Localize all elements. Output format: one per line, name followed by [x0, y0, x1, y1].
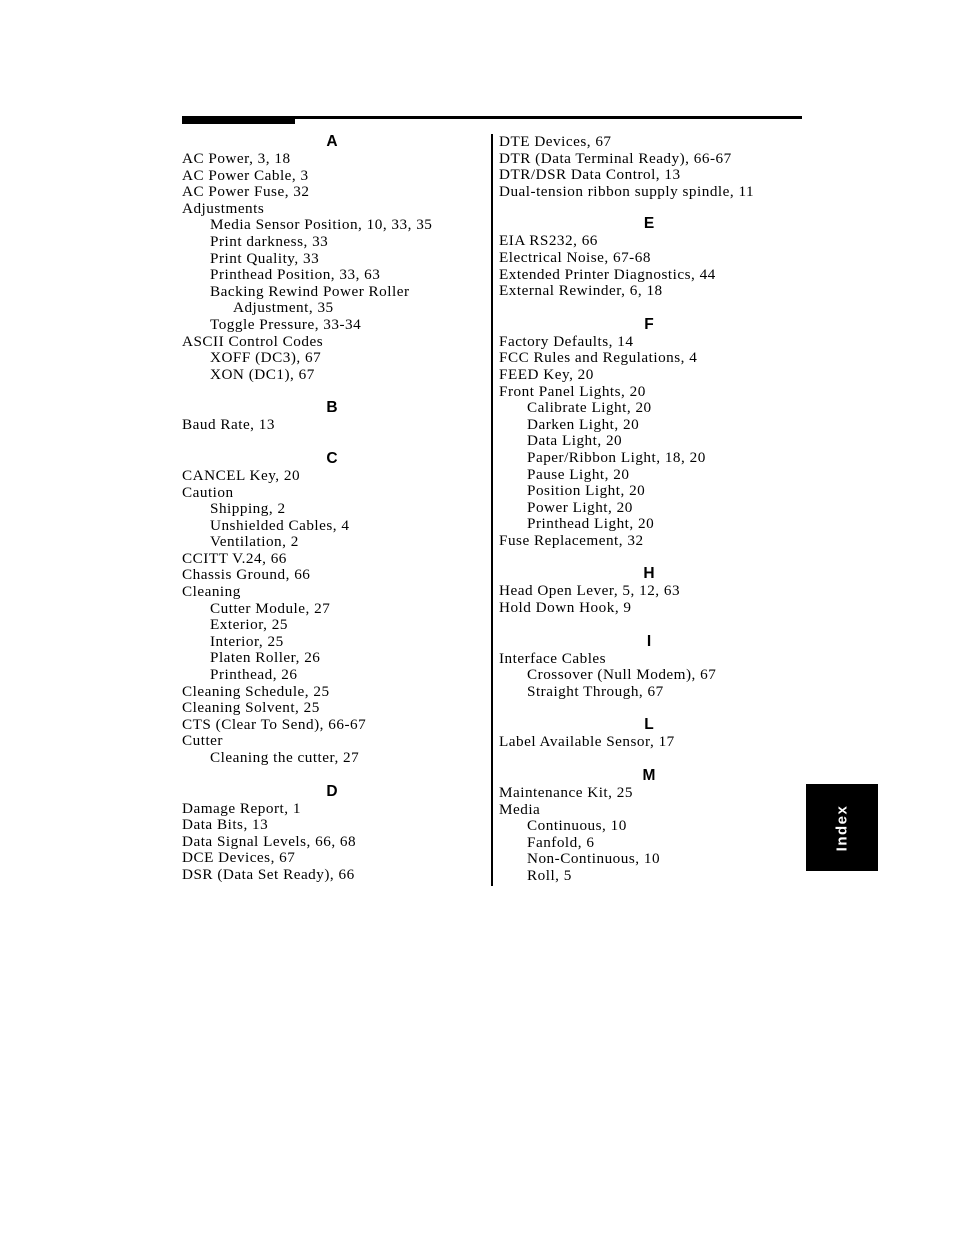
index-column-left — [182, 133, 482, 884]
index-section — [182, 783, 482, 884]
index-entry: Data Signal Levels, 66, 68 — [182, 832, 357, 850]
index-entry: Data Bits, 13 — [182, 816, 269, 834]
index-subentry: XOFF (DC3), 67 — [210, 349, 322, 367]
index-subentry: Print darkness, 33 — [210, 232, 329, 250]
index-subentry: Fanfold, 6 — [527, 833, 595, 851]
index-entry: CCITT V.24, 66 — [182, 549, 287, 567]
index-entry: Fuse Replacement, 32 — [499, 531, 644, 549]
index-subentry: Position Light, 20 — [527, 482, 646, 500]
header-rule-accent — [182, 116, 295, 124]
section-letter: D — [326, 782, 338, 800]
index-section — [182, 133, 482, 383]
index-section — [499, 215, 799, 299]
index-entry: DTE Devices, 67 — [499, 133, 612, 150]
index-entry: DCE Devices, 67 — [182, 849, 296, 867]
index-entry: EIA RS232, 66 — [499, 232, 598, 250]
index-entry: Front Panel Lights, 20 — [499, 382, 646, 400]
index-section — [499, 134, 799, 200]
section-letter: B — [326, 399, 338, 417]
index-entry: Maintenance Kit, 25 — [499, 784, 633, 802]
index-subentry: Interior, 25 — [210, 632, 284, 650]
index-subentry: Platen Roller, 26 — [210, 649, 321, 667]
index-subentry: Straight Through, 67 — [527, 682, 664, 700]
index-entry: Media — [499, 800, 541, 818]
index-subentry: Roll, 5 — [527, 867, 572, 884]
index-subentry: Cleaning the cutter, 27 — [210, 749, 360, 766]
index-section — [499, 633, 799, 701]
index-entry: Extended Printer Diagnostics, 44 — [499, 265, 716, 283]
index-subentry: Cutter Module, 27 — [210, 599, 331, 617]
index-entry: Cleaning — [182, 583, 241, 601]
index-subentry: Backing Rewind Power Roller — [210, 282, 410, 300]
index-entry: Interface Cables — [499, 649, 607, 667]
section-letter: A — [326, 133, 338, 150]
index-subentry: Ventilation, 2 — [210, 533, 299, 551]
section-letter: M — [642, 767, 656, 785]
index-entry: DTR (Data Terminal Ready), 66-67 — [499, 149, 732, 167]
index-entry: Hold Down Hook, 9 — [499, 599, 632, 617]
index-subentry: Calibrate Light, 20 — [527, 399, 652, 417]
index-section — [499, 716, 799, 751]
index-entry: Damage Report, 1 — [182, 799, 301, 817]
index-entry: FCC Rules and Regulations, 4 — [499, 349, 698, 367]
index-entry: DSR (Data Set Ready), 66 — [182, 865, 355, 883]
index-section — [499, 565, 799, 616]
index-entry: DTR/DSR Data Control, 13 — [499, 166, 681, 184]
index-entry: Baud Rate, 13 — [182, 416, 275, 434]
index-subentry: Printhead Position, 33, 63 — [210, 266, 381, 284]
index-section — [182, 450, 482, 767]
index-subentry: Printhead Light, 20 — [527, 515, 655, 533]
index-entry: Caution — [182, 483, 234, 501]
index-section — [499, 767, 799, 885]
index-entry: FEED Key, 20 — [499, 365, 594, 383]
index-subentry: Print Quality, 33 — [210, 249, 320, 267]
index-subentry: Shipping, 2 — [210, 500, 286, 518]
index-entry: Chassis Ground, 66 — [182, 566, 311, 584]
index-column-right — [499, 134, 799, 885]
section-letter: C — [326, 449, 338, 467]
index-subentry: Exterior, 25 — [210, 616, 288, 634]
index-subentry: Printhead, 26 — [210, 666, 298, 684]
index-entry: Head Open Lever, 5, 12, 63 — [499, 582, 681, 600]
index-entry: Electrical Noise, 67-68 — [499, 248, 651, 266]
index-entry: Cleaning Solvent, 25 — [182, 699, 320, 717]
index-entry: Cutter — [182, 732, 223, 750]
section-letter: I — [646, 632, 652, 650]
index-entry: Label Available Sensor, 17 — [499, 733, 675, 751]
index-entry: CTS (Clear To Send), 66-67 — [182, 715, 367, 733]
index-subentry: Pause Light, 20 — [527, 465, 630, 483]
index-entry: Dual-tension ribbon supply spindle, 11 — [499, 182, 755, 200]
index-entry: CANCEL Key, 20 — [182, 466, 301, 484]
index-entry: Adjustments — [182, 199, 265, 217]
index-entry: ASCII Control Codes — [182, 332, 324, 350]
index-tab-label: Index — [833, 804, 851, 851]
index-subentry: Crossover (Null Modem), 67 — [527, 666, 717, 684]
index-entry: AC Power Cable, 3 — [182, 166, 309, 184]
index-subentry: Adjustment, 35 — [233, 299, 334, 317]
index-entry: External Rewinder, 6, 18 — [499, 282, 663, 300]
index-subentry: Non-Continuous, 10 — [527, 850, 661, 868]
index-entry: AC Power Fuse, 32 — [182, 183, 310, 201]
index-subentry: Power Light, 20 — [527, 498, 633, 516]
column-divider — [491, 134, 493, 886]
index-entry: Factory Defaults, 14 — [499, 332, 634, 350]
index-subentry: Data Light, 20 — [527, 432, 623, 450]
index-entry: AC Power, 3, 18 — [182, 150, 291, 167]
index-section — [499, 316, 799, 550]
index-subentry: XON (DC1), 67 — [210, 365, 315, 383]
index-subentry: Unshielded Cables, 4 — [210, 516, 350, 534]
index-section — [182, 399, 482, 434]
index-subentry: Darken Light, 20 — [527, 415, 640, 433]
index-subentry: Media Sensor Position, 10, 33, 35 — [210, 216, 433, 234]
section-letter: H — [643, 565, 655, 583]
index-subentry: Toggle Pressure, 33-34 — [210, 315, 362, 333]
section-letter: E — [643, 215, 655, 233]
index-tab — [806, 784, 878, 871]
section-letter: L — [644, 716, 654, 734]
index-entry: Cleaning Schedule, 25 — [182, 682, 330, 700]
section-letter: F — [644, 315, 654, 333]
index-subentry: Continuous, 10 — [527, 817, 627, 835]
index-subentry: Paper/Ribbon Light, 18, 20 — [527, 448, 706, 466]
